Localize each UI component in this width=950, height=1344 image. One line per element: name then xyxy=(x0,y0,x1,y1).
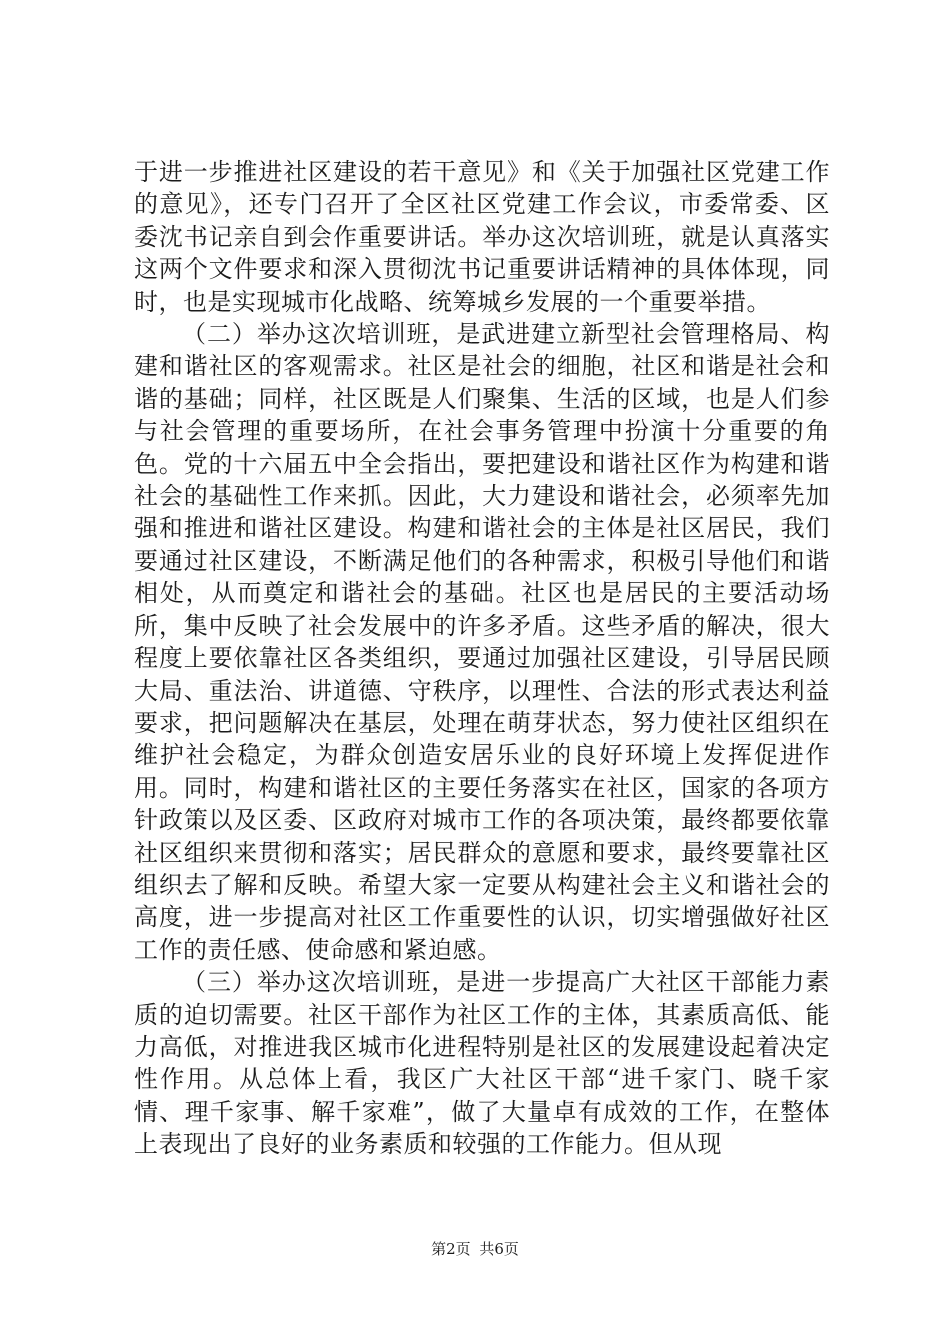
body-text xyxy=(134,156,830,1161)
page-footer xyxy=(0,1238,950,1259)
page-total: 共6页 xyxy=(479,1240,519,1258)
page-number: 第2页 xyxy=(431,1240,471,1258)
paragraph-section-two: （二）举办这次培训班，是武进建立新型社会管理格局、构建和谐社区的客观需求。社区是社会的细胞，社区和谐是社会和谐的基础；同样，社区既是人们聚集、生活的区域，也是人们参与社会管理的重要场所，在社会事务管理中扮演十分重要的角色。党的十六届五中全会指出，要把建设和谐社区作为构建和谐社会的基础性工作来抓。因此，大力建设和谐社会，必须率先加强和推进和谐社区建设。构建和谐社会的主体是社区居民，我们要通过社区建设，不断满足他们的各种需求，积极引导他们和谐相处，从而奠定和谐社会的基础。社区也是居民的主要活动场所，集中反映了社会发展中的许多矛盾。这些矛盾的解决，很大程度上要依靠社区各类组织，要通过加强社区建设，引导居民顾大局、重法治、讲道德、守秩序，以理性、合法的形式表达利益要求，把问题解决在基层，处理在萌芽状态，努力使社区组织在维护社会稳定，为群众创造安居乐业的良好环境上发挥促进作用。同时，构建和谐社区的主要任务落实在社区，国家的各项方针政策以及区委、区政府对城市工作的各项决策，最终都要依靠社区组织来贯彻和落实；居民群众的意愿和要求，最终要靠社区组织去了解和反映。希望大家一定要从构建社会主义和谐社会的高度，进一步提高对社区工作重要性的认识，切实增强做好社区工作的责任感、使命感和紧迫感。 xyxy=(134,320,830,964)
paragraph-section-three: （三）举办这次培训班，是进一步提高广大社区干部能力素质的迫切需要。社区干部作为社区工作的主体，其素质高低、能力高低，对推进我区城市化进程特别是社区的发展建设起着决定性作用。从总体上看，我区广大社区干部“进千家门、晓千家情、理千家事、解千家难”，做了大量卓有成效的工作，在整体上表现出了良好的业务素质和较强的工作能力。但从现 xyxy=(134,968,830,1159)
paragraph-continuation: 于进一步推进社区建设的若干意见》和《关于加强社区党建工作的意见》，还专门召开了全区社区党建工作会议，市委常委、区委沈书记亲自到会作重要讲话。举办这次培训班，就是认真落实这两个文件要求和深入贯彻沈书记重要讲话精神的具体体现，同时，也是实现城市化战略、统筹城乡发展的一个重要举措。 xyxy=(134,158,830,316)
